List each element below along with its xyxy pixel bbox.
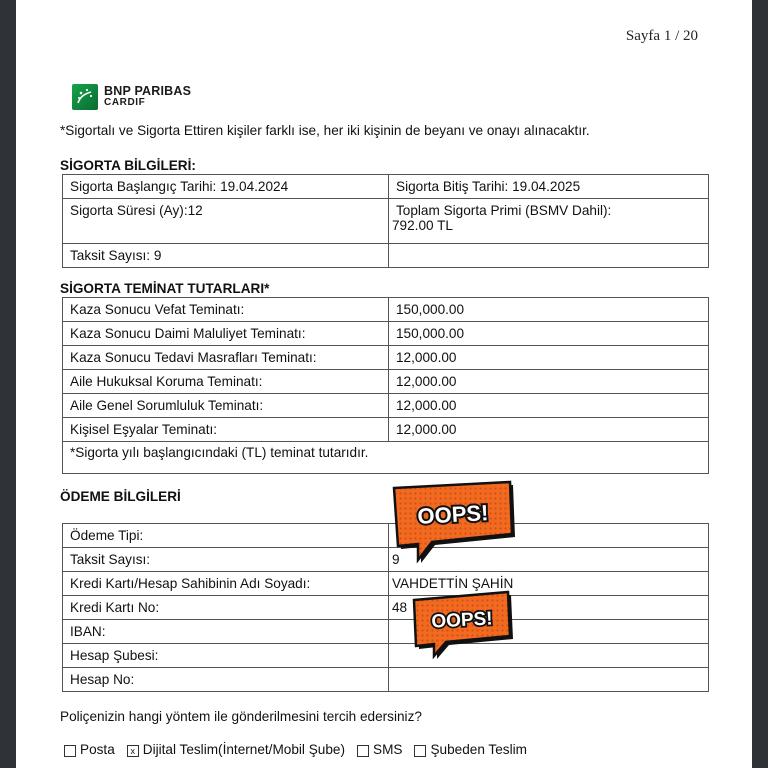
document-page [16,0,752,768]
table-cell: Hesap Şubesi: [63,644,389,668]
logo-line-1: BNP PARIBAS [104,84,192,98]
table-cell: Kredi Kartı No: [63,596,389,620]
oops-sticker [388,476,518,564]
card-number-start: 48 [392,600,408,615]
total-premium-value: 792.00 TL [392,218,453,233]
table-cell: 9 [389,548,709,572]
table-row [63,175,709,199]
checkbox-icon[interactable] [64,745,76,757]
checkbox-checked-icon[interactable]: x [127,745,139,757]
total-premium-label: Toplam Sigorta Primi (BSMV Dahil): [396,203,612,218]
declaration-note: *Sigortalı ve Sigorta Ettiren kişiler farklı ise, her iki kişinin de beyanı ve onayı alınacaktır. [60,123,590,138]
table-cell: 150,000.00 [389,322,709,346]
table-cell: Taksit Sayısı: 9 [63,244,389,268]
delivery-options [64,742,539,757]
table-cell: Sigorta Bitiş Tarihi: 19.04.2025 [389,175,709,199]
table-cell: Sigorta Süresi (Ay):12 [63,199,389,244]
delivery-option-posta[interactable] [64,742,115,757]
table-row [63,298,709,322]
table-cell: Ödeme Tipi: [63,524,389,548]
delivery-option-dijital[interactable] [127,742,345,757]
table-cell: 12,000.00 [389,394,709,418]
table-cell [389,244,709,268]
table-row [63,620,709,644]
table-cell: Sigorta Başlangıç Tarihi: 19.04.2024 [63,175,389,199]
delivery-question: Poliçenizin hangi yöntem ile gönderilmesini tercih edersiniz? [60,709,422,724]
table-cell: Aile Hukuksal Koruma Teminatı: [63,370,389,394]
table-row [63,644,709,668]
delivery-option-sube[interactable] [414,742,526,757]
checkbox-icon[interactable] [414,745,426,757]
table-cell: 150,000.00 [389,298,709,322]
table-row [63,418,709,442]
logo-mark-icon [72,84,98,110]
table-row [63,199,709,244]
coverage-footnote: *Sigorta yılı başlangıcındaki (TL) teminat tutarıdır. [63,442,709,474]
table-cell: 12,000.00 [389,346,709,370]
table-row [63,244,709,268]
table-cell: IBAN: [63,620,389,644]
table-cell: Kaza Sonucu Vefat Teminatı: [63,298,389,322]
table-row [63,548,709,572]
table-row [63,346,709,370]
bnp-paribas-cardif-logo [72,84,191,110]
table-cell: Taksit Sayısı: [63,548,389,572]
table-row [63,394,709,418]
table-row [63,322,709,346]
coverage-table [62,297,709,474]
table-cell: Kaza Sonucu Daimi Maluliyet Teminatı: [63,322,389,346]
table-row [63,442,709,474]
option-label: Posta [80,742,115,757]
option-label: Dijital Teslim(İnternet/Mobil Şube) [142,742,345,757]
option-label: Şubeden Teslim [430,742,527,757]
table-cell: Kredi Kartı/Hesap Sahibinin Adı Soyadı: [63,572,389,596]
checkbox-icon[interactable] [357,745,369,757]
table-row [63,572,709,596]
table-row [63,596,709,620]
table-cell: 12,000.00 [389,418,709,442]
table-row [63,524,709,548]
oops-sticker-text: OOPS! [430,608,494,633]
table-cell: Kişisel Eşyalar Teminatı: [63,418,389,442]
table-cell: VAHDETTİN ŞAHİN [389,572,709,596]
table-cell [389,199,709,244]
table-cell: Kaza Sonucu Tedavi Masrafları Teminatı: [63,346,389,370]
payment-table [62,523,709,692]
table-cell: Hesap No: [63,668,389,692]
table-row [63,668,709,692]
page-number: Sayfa 1 / 20 [625,28,698,44]
insurance-info-table [62,174,709,268]
section-heading-odeme: ÖDEME BİLGİLERİ [60,489,181,504]
delivery-option-sms[interactable] [357,742,402,757]
logo-line-2: CARDIF [104,97,146,108]
oops-sticker [410,588,516,660]
table-row [63,370,709,394]
option-label: SMS [373,742,403,757]
table-cell [389,668,709,692]
table-cell: 12,000.00 [389,370,709,394]
section-heading-teminat: SİGORTA TEMİNAT TUTARLARI* [60,281,270,296]
section-heading-sigorta-bilgileri: SİGORTA BİLGİLERİ: [60,158,196,173]
table-cell: Aile Genel Sorumluluk Teminatı: [63,394,389,418]
oops-sticker-text: OOPS! [416,500,489,529]
